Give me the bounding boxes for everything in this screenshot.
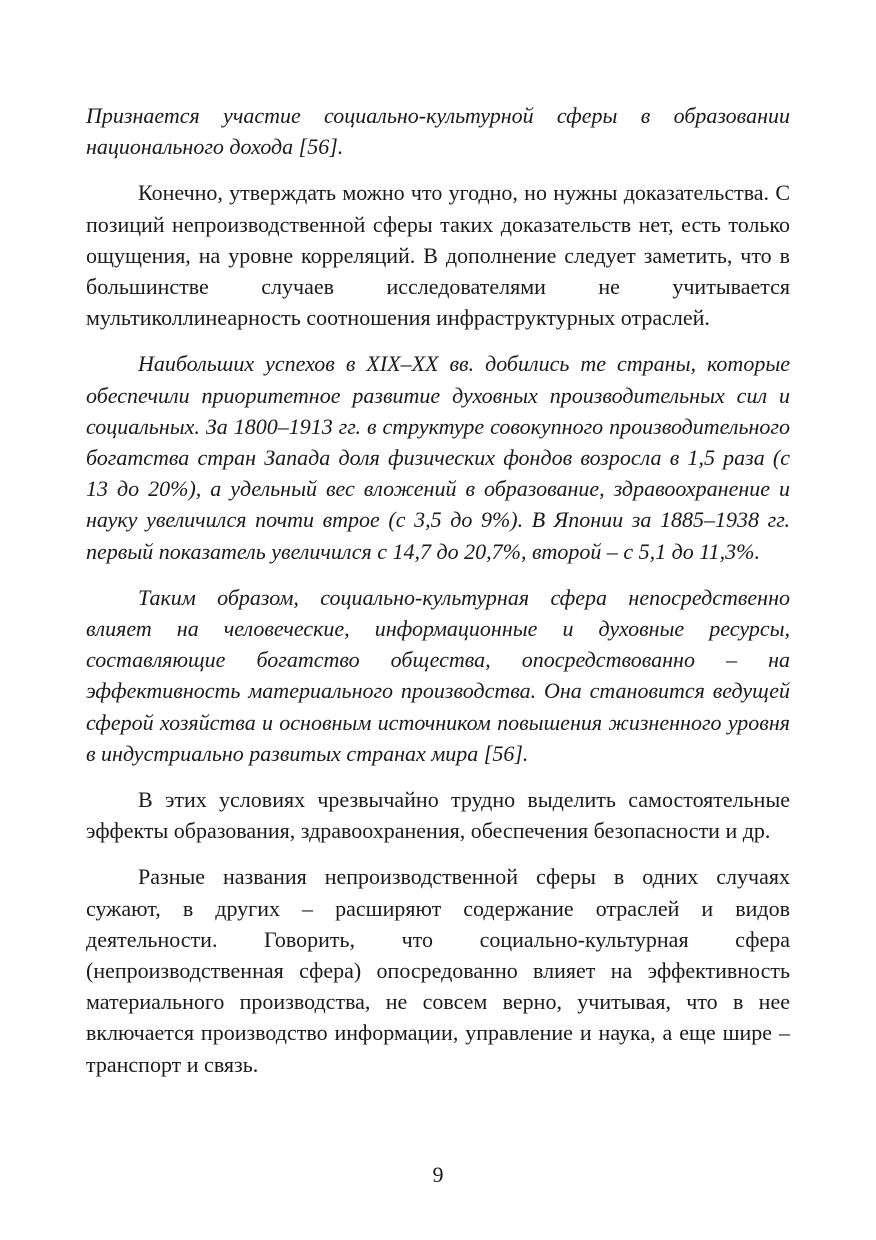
paragraph-4: Таким образом, социально-культурная сфера непосредственно влияет на человеческие, информационные и духовные ресурсы, составляющие богатство общества, опосредствованно – на эффективность материального производства. Она становится ведущей сферой хозяйства и основным источником повышения жизненного уровня в индустриально развитых странах мира [56]. (86, 584, 790, 766)
paragraph-5: В этих условиях чрезвычайно трудно выделить самостоятельные эффекты образования, здравоохранения, обеспечения безопасности и др. (86, 787, 790, 844)
paragraph-2: Конечно, утверждать можно что угодно, но нужны доказательства. С позиций непроизводственной сферы таких доказательств нет, есть только ощущения, на уровне корреляций. В дополнение следует заметить, что в большинстве случаев исследователями не учитывается мультиколлинеарность соотношения инфраструктурных отраслей. (86, 180, 790, 331)
paragraph-6: Разные названия непроизводственной сферы в одних случаях сужают, в других – расширяют содержание отраслей и видов деятельности. Говорить, что социально-культурная сфера (непроизводственная сфера) опосредованно влияет на эффективность материального производства, не совсем верно, учитывая, что в нее включается производство информации, управление и наука, а еще шире – транспорт и связь. (86, 864, 790, 1077)
paragraph-3: Наибольших успехов в XIX–XX вв. добились те страны, которые обеспечили приоритетное развитие духовных производительных сил и социальных. За 1800–1913 гг. в структуре совокупного производительного богатства стран Запада доля физических фондов возросла в 1,5 раза (с 13 до 20%), а удельный вес вложений в образование, здравоохранение и науку увеличился почти втрое (с 3,5 до 9%). В Японии за 1885–1938 гг. первый показатель увеличился с 14,7 до 20,7%, второй – с 5,1 до 11,3%. (86, 351, 790, 564)
paragraph-1: Признается участие социально-культурной сферы в образовании национального дохода [56]. (86, 103, 790, 160)
page-number: 9 (432, 1162, 444, 1187)
page-body (86, 100, 790, 1095)
